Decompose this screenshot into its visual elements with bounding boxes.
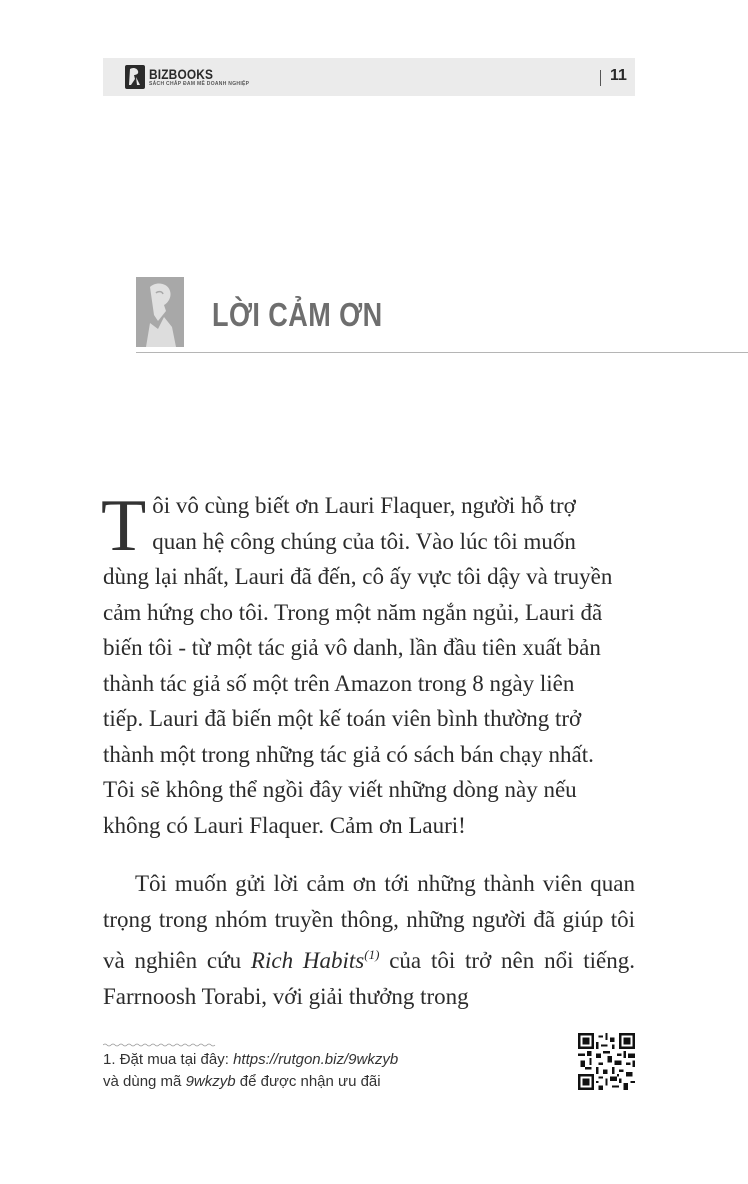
header-divider: [600, 70, 601, 86]
paragraph-2: [103, 866, 635, 1014]
footnote-link[interactable]: https://rutgon.biz/9wkzyb: [233, 1051, 399, 1068]
page-number: 11: [610, 67, 627, 84]
brand-name: BIZBOOKS: [149, 66, 214, 82]
page-header: [103, 58, 635, 96]
footnote-label: Đặt mua tại đây:: [119, 1051, 229, 1068]
drop-cap: T: [101, 485, 147, 567]
chapter-divider: [136, 352, 748, 353]
paragraph-line: ôi vô cùng biết ơn Lauri Flaquer, người hỗ trợ: [152, 493, 576, 518]
paragraph-line: thành một trong những tác giả có sách bán chạy nhất.: [103, 741, 594, 767]
paragraph-line: tiếp. Lauri đã biến một kế toán viên bình thường trở: [103, 706, 582, 731]
promo-code: 9wkzyb: [185, 1073, 236, 1090]
paragraph-text: Tôi muốn gửi lời cảm ơn tới những thành viên quan trọng trong nhóm truyền thông, những người đã giúp tôi và nghiên cứu: [103, 871, 635, 973]
footnote-divider: [103, 1043, 217, 1047]
footnote-text: và dùng mã: [103, 1073, 186, 1090]
paragraph-text: của tôi trở nên nổi tiếng. Farrnoosh Torabi, với giải thưởng trong: [103, 948, 636, 1009]
book-title: Rich Habits: [250, 948, 365, 973]
bizbooks-logo-icon: [125, 65, 145, 89]
footnote-number: 1.: [103, 1051, 116, 1068]
qr-code-icon[interactable]: [578, 1033, 635, 1090]
brand-logo: [125, 64, 249, 90]
footnote-text: để được nhận ưu đãi: [235, 1073, 381, 1090]
paragraph-line: Tôi sẽ không thể ngồi đây viết những dòng này nếu: [103, 777, 577, 802]
paragraph-line: quan hệ công chúng của tôi. Vào lúc tôi muốn: [152, 528, 576, 554]
footnote-reference[interactable]: (1): [364, 947, 380, 962]
paragraph-line: thành tác giả số một trên Amazon trong 8 ngày liên: [103, 670, 575, 696]
footnote: [103, 1049, 503, 1093]
paragraph-1: [101, 485, 635, 843]
brand-tagline: SÁCH CHẮP ĐAM MÊ DOANH NGHIỆP: [149, 81, 250, 87]
chapter-title: LỜI CẢM ƠN: [212, 296, 383, 333]
paragraph-line: biến tôi - từ một tác giả vô danh, lần đầu tiên xuất bản: [103, 635, 601, 660]
chapter-portrait-icon: [136, 277, 184, 347]
paragraph-line: không có Lauri Flaquer. Cảm ơn Lauri!: [103, 812, 466, 838]
paragraph-line: cảm hứng cho tôi. Trong một năm ngắn ngủi, Lauri đã: [103, 599, 603, 625]
paragraph-line: dùng lại nhất, Lauri đã đến, cô ấy vực tôi dậy và truyền: [103, 564, 613, 589]
